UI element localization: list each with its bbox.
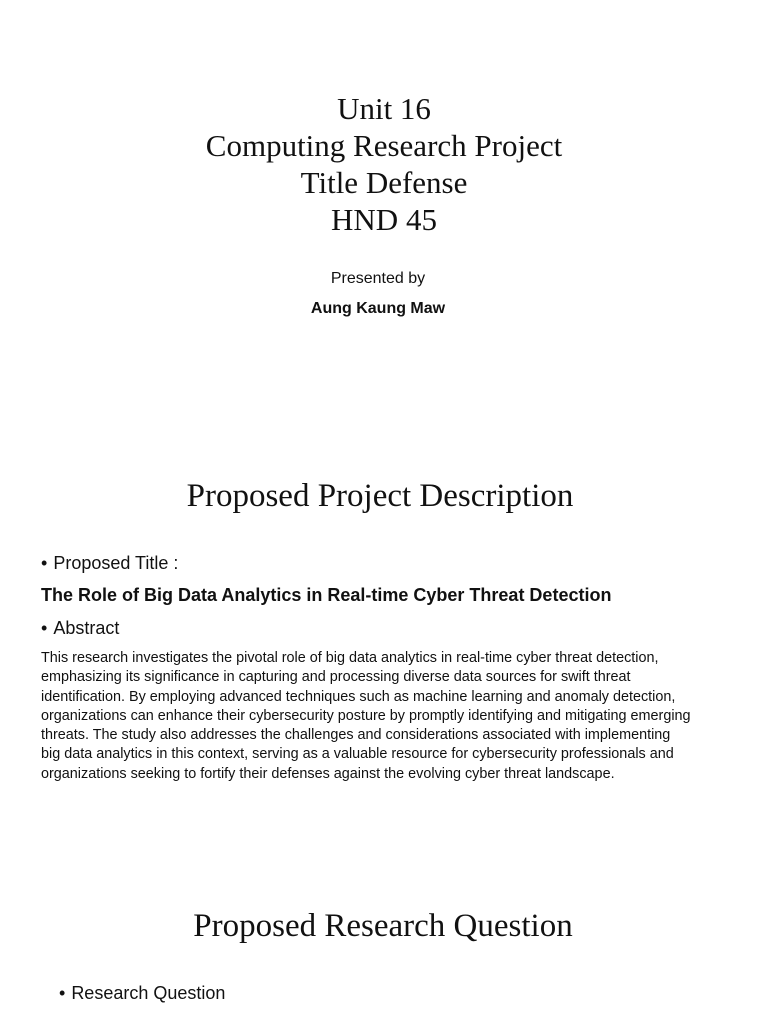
title-line-defense: Title Defense <box>300 165 468 200</box>
bullet-research-question <box>59 983 225 1004</box>
author-name: Aung Kaung Maw <box>310 300 446 317</box>
title-line-unit: Unit 16 <box>337 91 431 126</box>
title-line-cohort: HND 45 <box>331 202 437 237</box>
slide-title-block <box>0 90 768 238</box>
bullet-dot-icon: • <box>59 983 66 1003</box>
bullet-dot-icon: • <box>41 618 48 638</box>
bullet-dot-icon: • <box>41 553 48 573</box>
title-slide <box>0 0 768 420</box>
research-question-slide <box>0 860 768 1024</box>
bullet-abstract-label: Abstract <box>53 618 120 638</box>
bullet-proposed-title <box>41 553 178 574</box>
bullet-abstract <box>41 618 119 639</box>
section-heading-description: Proposed Project Description <box>186 478 574 514</box>
title-line-course: Computing Research Project <box>205 128 563 163</box>
presented-by-label: Presented by <box>330 270 426 287</box>
section-heading-question: Proposed Research Question <box>193 908 573 944</box>
abstract-paragraph: This research investigates the pivotal role of big data analytics in real-time cyber threat detection, emphasizing its significance in capturing and processing diverse data sources for swift threat identification. By employing advanced techniques such as machine learning and anomaly detection, organizations can enhance their cybersecurity posture by promptly identifying and mitigating emerging threats. The study also addresses the challenges and considerations associated with implementing big data analytics in this context, serving as a valuable resource for cybersecurity professionals and organizations seeking to fortify their defenses against the evolving cyber threat landscape. <box>41 650 691 782</box>
bullet-research-question-label: Research Question <box>71 983 226 1003</box>
project-description-slide <box>0 420 768 860</box>
bullet-proposed-title-label: Proposed Title : <box>53 553 179 573</box>
project-title: The Role of Big Data Analytics in Real-time Cyber Threat Detection <box>41 585 612 605</box>
